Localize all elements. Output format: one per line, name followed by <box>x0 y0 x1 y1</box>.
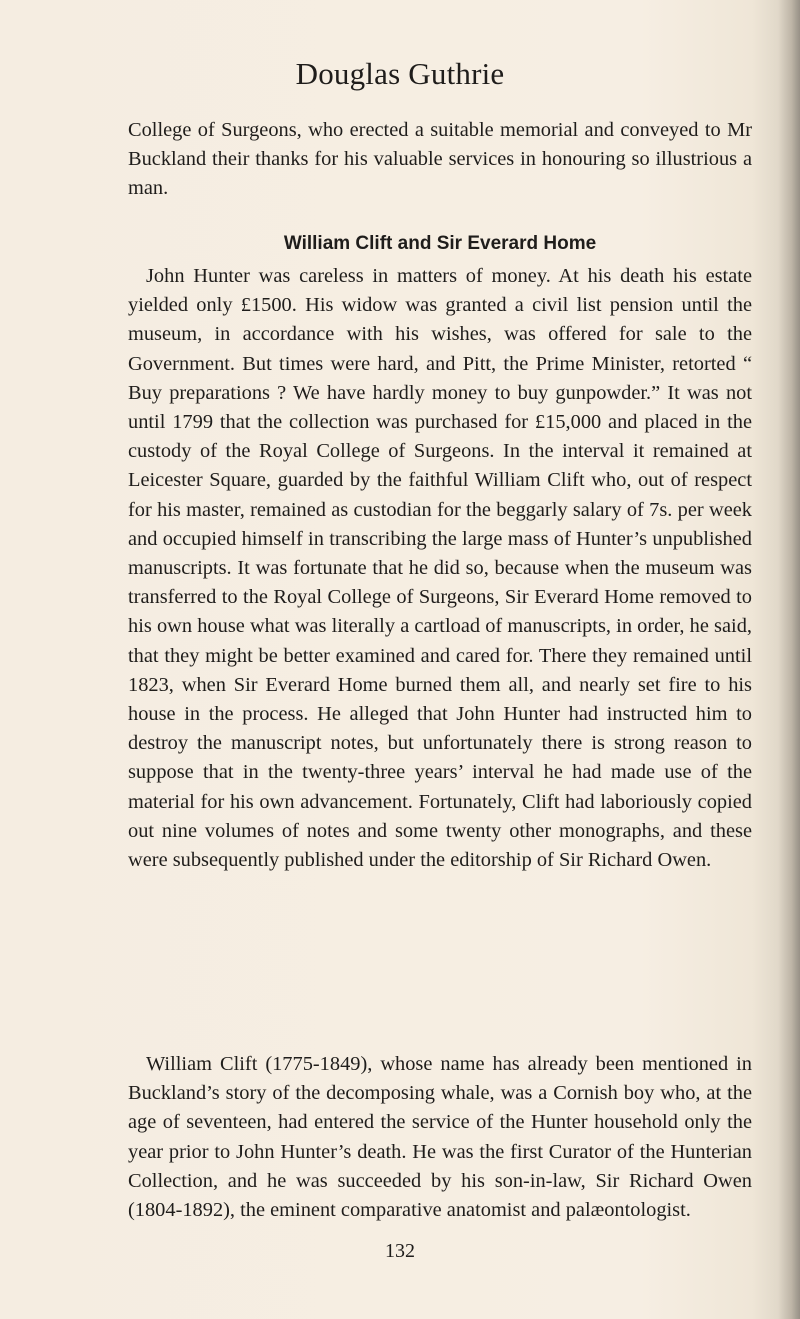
paragraph-main: John Hunter was careless in matters of money. At his death his estate yielded only £1500. His widow was granted a civil list pension until the museum, in accordance with his wishes, was offered for sale to the Government. But times were hard, and Pitt, the Prime Minister, retorted “ Buy preparations ? We have hardly money to buy gunpowder.” It was not until 1799 that the collection was purchased for £15,000 and placed in the custody of the Royal College of Surgeons. In the interval it remained at Leicester Square, guarded by the faithful William Clift who, out of respect for his master, remained as custodian for the beggarly salary of 7s. per week and occupied himself in transcribing the large mass of Hunter’s unpublished manuscripts. It was fortunate that he did so, because when the museum was transferred to the Royal College of Surgeons, Sir Everard Home removed to his own house what was literally a cartload of manuscripts, in order, he said, that they might be better examined and cared for. There they remained until 1823, when Sir Everard Home burned them all, and nearly set fire to his house in the process. He alleged that John Hunter had instructed him to destroy the manuscript notes, but unfortunately there is strong reason to suppose that in the twenty-three years’ interval he had made use of the material for his own advancement. Fortunately, Clift had laboriously copied out nine volumes of notes and some twenty other monographs, and these were subsequently published under the editorship of Sir Richard Owen. <box>128 265 752 872</box>
running-head: Douglas Guthrie <box>295 56 505 91</box>
paragraph-intro: College of Surgeons, who erected a suitable memorial and conveyed to Mr Buckland their thanks for his valuable services in honouring so illustrious a man. <box>128 119 752 200</box>
page-number: 132 <box>385 1240 415 1262</box>
paragraph-clift: William Clift (1775-1849), whose name has already been mentioned in Buckland’s story of the decomposing whale, was a Cornish boy who, at the age of seventeen, had entered the service of the Hunter household only the year prior to John Hunter’s death. He was the first Curator of the Hunterian Collection, and he was succeeded by his son-in-law, Sir Richard Owen (1804-1892), the eminent comparative anatomist and palæontologist. <box>128 1053 752 1222</box>
page-edge-shadow <box>778 0 800 1319</box>
section-heading: William Clift and Sir Everard Home <box>283 233 597 254</box>
